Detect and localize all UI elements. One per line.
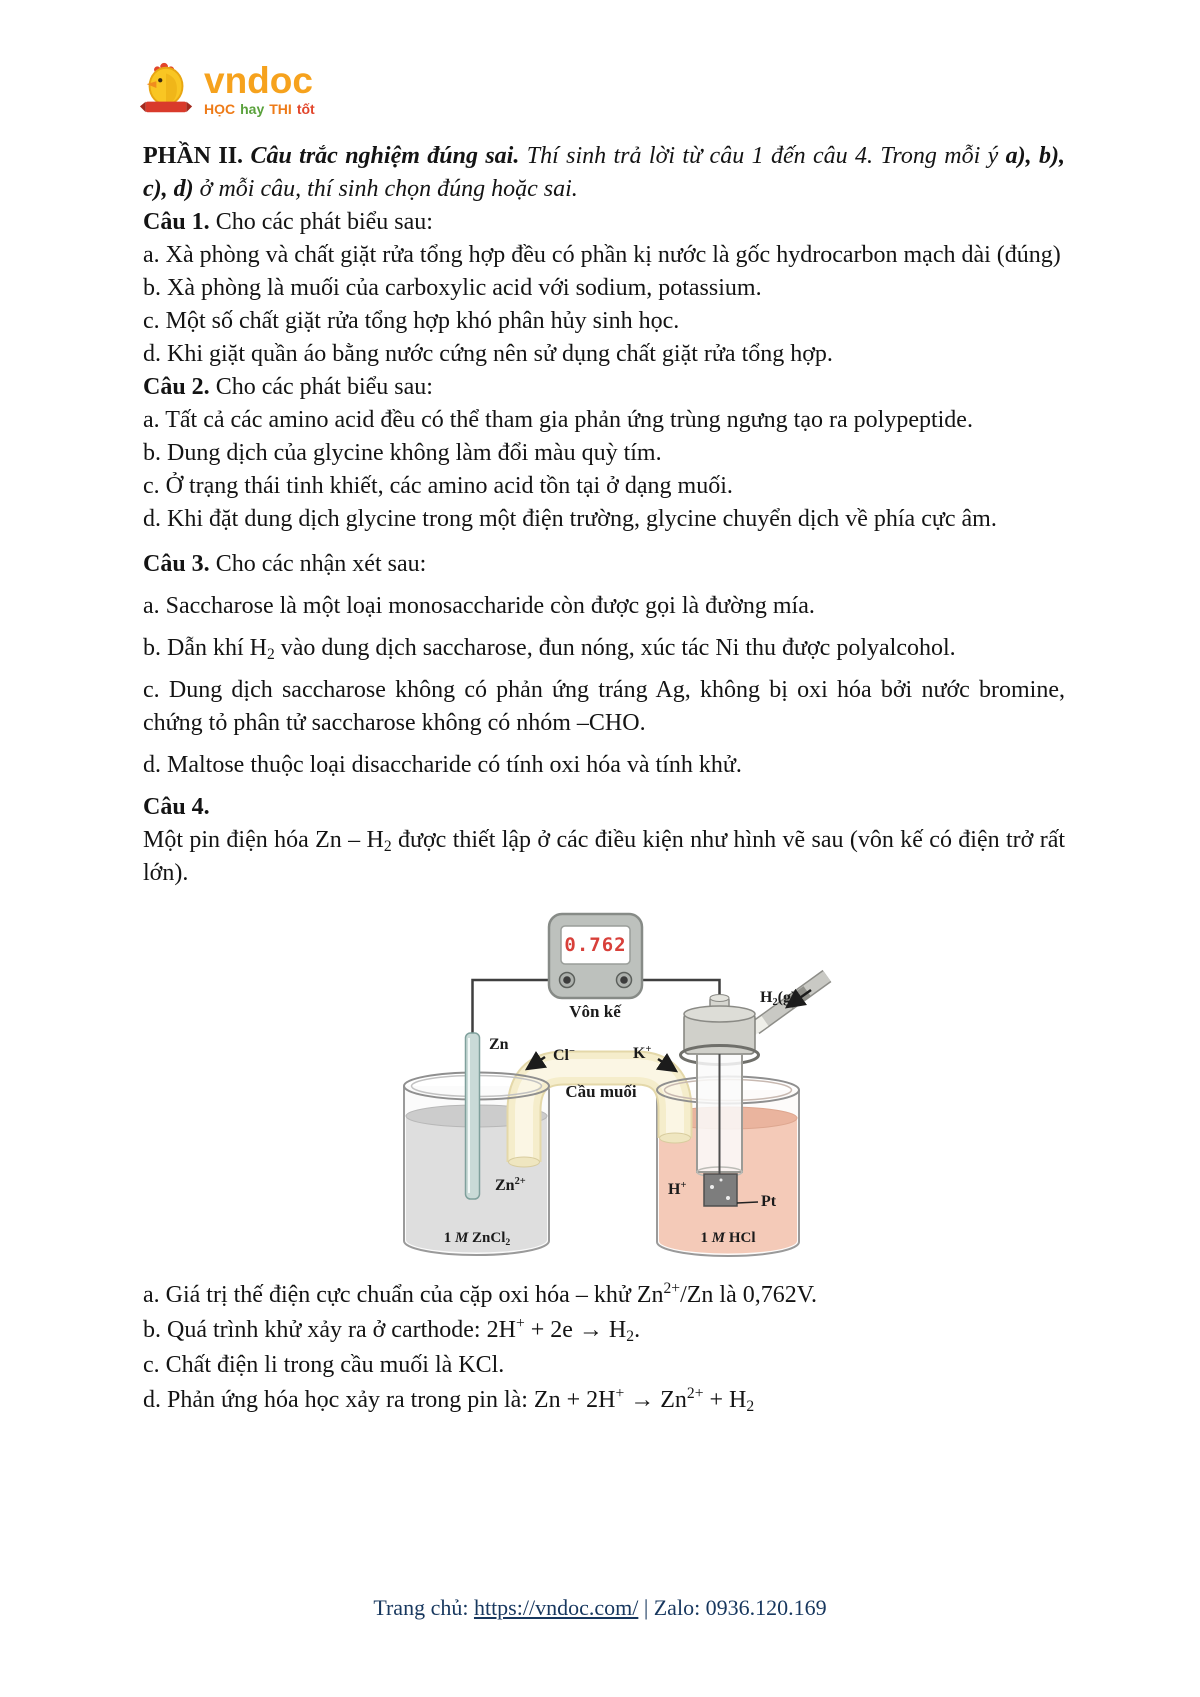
zn-electrode-label: Zn [489,1036,509,1053]
cau1-item-b: b. Xà phòng là muối của carboxylic acid với sodium, potassium. [143,275,762,301]
exam-content [143,140,1065,1418]
voltmeter-label: Vôn kế [569,1002,621,1021]
cau4-item-a: a. Giá trị thế điện cực chuẩn của cặp oxi hóa – khử $Zn^{2+}/Zn$ là 0,762V. [143,1280,817,1308]
cau3-header: Câu 3. Cho các nhận xét sau: [143,551,427,577]
voltmeter-reading: 0.762 [564,934,627,956]
cau1-item-d: d. Khi giặt quần áo bằng nước cứng nên sử dụng chất giặt rửa tổng hợp. [143,341,833,367]
right-wire [632,980,720,999]
cau4-item-c: c. Chất điện li trong cầu muối là KCl. [143,1352,505,1378]
cau2-item-c: c. Ở trạng thái tinh khiết, các amino acid tồn tại ở dạng muối. [143,473,733,499]
right-solution-label: 1 M HCl [700,1230,756,1246]
pt-pointer-line [737,1202,758,1203]
zn-electrode [466,1033,480,1199]
cau4-item-d: d. Phản ứng hóa học xảy ra trong pin là: $Zn + 2H^+ \to Zn^{2+} + H_2$ [143,1385,755,1416]
hydrogen-ion-label: H+ [668,1180,687,1198]
cau3-block [143,548,1065,782]
cau3-item-b: b. Dẫn khí $H_2$ vào dung dịch saccharose, đun nóng, xúc tác Ni thu được polyalcohol. [143,635,956,664]
cau4-header: Câu 4. [143,794,210,820]
electrochemical-cell-diagram [359,906,849,1266]
cau3-item-c: c. Dung dịch saccharose không có phản ứng tráng Ag, không bị oxi hóa bởi nước bromine, chứng tỏ phân tử saccharose không có nhóm –CHO. [143,677,1065,736]
platinum-label: Pt [761,1193,777,1210]
cau2-header: Câu 2. Cho các phát biểu sau: [143,374,433,400]
part-label: PHẦN II. [143,143,244,169]
cau1-header: Câu 1. Cho các phát biểu sau: [143,209,433,235]
footer-prefix: Trang chủ: [373,1595,474,1620]
part-title: Câu trắc nghiệm đúng sai. [243,143,520,169]
cau1-item-a: a. Xà phòng và chất giặt rửa tổng hợp đều có phần kị nước là gốc hydrocarbon mạch dài (đúng) [143,242,1061,268]
tagline-thi: THI [269,101,292,117]
zinc-ion-label: $Zn^{2+}$ [495,1176,526,1194]
cau2-item-b: b. Dung dịch của glycine không làm đổi màu quỳ tím. [143,440,662,466]
h2-gas-label: $H_2(g)$ [760,989,797,1008]
cau4-item-b: b. Quá trình khử xảy ra ở carthode: $2H^+ + 2e \to H_2$. [143,1315,641,1346]
brand-name: vndoc [204,60,313,101]
instructions-1: Thí sinh trả lời từ câu 1 đến câu 4. Trong mỗi ý [519,143,1006,169]
footer-suffix: | Zalo: 0936.120.169 [638,1595,827,1620]
cau3-item-a: a. Saccharose là một loại monosaccharide còn được gọi là đường mía. [143,593,815,619]
cau3-item-d: d. Maltose thuộc loại disaccharide có tính oxi hóa và tính khử. [143,752,742,778]
potassium-ion-label: K+ [633,1044,652,1062]
tagline-tot: tốt [296,101,315,117]
left-solution-label: 1 M ZnCl$_2$ [443,1230,511,1248]
pt-electrode [704,1174,737,1206]
rooster-mascot-icon [138,60,196,118]
left-wire [473,980,560,1033]
section-header [143,140,1065,206]
salt-bridge-label: Cầu muối [565,1082,637,1101]
cau2-item-d: d. Khi đặt dung dịch glycine trong một điện trường, glycine chuyển dịch về phía cực âm. [143,506,997,532]
tagline-hoc: HỌC [204,101,236,117]
page-footer [0,1595,1200,1621]
cau4-description: Một pin điện hóa Zn – $H_2$ được thiết lập ở các điều kiện như hình vẽ sau (vôn kế có điện trở rất lớn). [143,827,1066,886]
instructions-bold: a), b), c), d) [143,143,1066,202]
chloride-ion-label: Cl− [553,1046,575,1064]
instructions-2: ở mỗi câu, thí sinh chọn đúng hoặc sai. [193,176,578,202]
tagline-hay: hay [240,101,265,117]
vndoc-logo [138,60,315,118]
cau1-item-c: c. Một số chất giặt rửa tổng hợp khó phân hủy sinh học. [143,308,680,334]
homepage-link[interactable]: https://vndoc.com/ [473,1595,639,1620]
cau2-item-a: a. Tất cả các amino acid đều có thể tham gia phản ứng trùng ngưng tạo ra polypeptide. [143,407,973,433]
brand-tagline [204,102,315,116]
